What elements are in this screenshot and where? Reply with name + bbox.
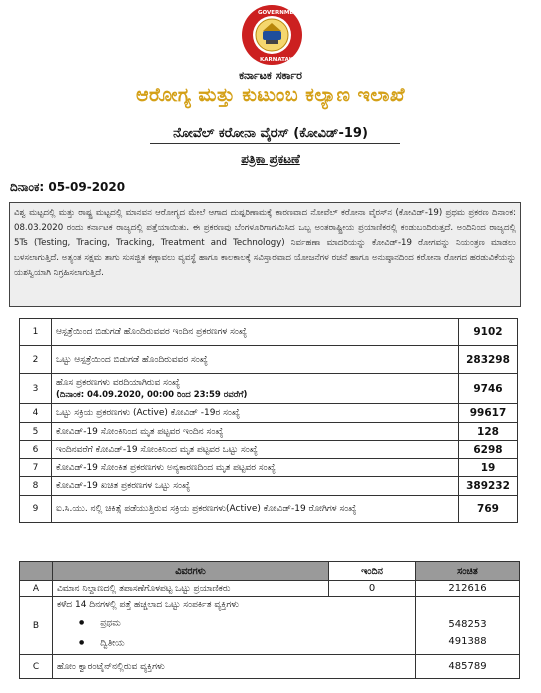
- table-row: [20, 346, 518, 374]
- row-number: 1: [20, 319, 52, 346]
- row-number: 7: [20, 459, 52, 477]
- row-letter: C: [20, 655, 53, 679]
- details-header-row: [20, 562, 520, 581]
- subject-title: ನೋವೆಲ್ ಕರೋನಾ ವೈರಸ್ (ಕೋವಿಡ್-19): [173, 126, 368, 141]
- press-release-heading: ಪತ್ರಿಕಾ ಪ್ರಕಟಣೆ: [241, 152, 300, 166]
- row-subnote: (ದಿನಾಂಕ: 04.09.2020, 00:00 ರಿಂದ 23:59 ರವರೆಗೆ): [56, 389, 248, 400]
- header-blank-cell: [20, 562, 53, 581]
- row-letter: A: [20, 581, 53, 597]
- row-label: ಕೋವಿಡ್-19 ಸೋಂಕಿತ ಪ್ರಕರಣಗಳು ಅನ್ಯಕಾರಣದಿಂದ ಮೃತ ಪಟ್ಟವರ ಸಂಖ್ಯೆ: [52, 459, 459, 477]
- table-row: [20, 655, 520, 679]
- row-value: 9102: [459, 319, 518, 346]
- row-label: ಕೋವಿಡ್-19 ಖಚಿತ ಪ್ರಕರಣಗಳ ಒಟ್ಟು ಸಂಖ್ಯೆ: [52, 477, 459, 496]
- row-today: 0: [329, 581, 416, 597]
- table-row: [20, 374, 518, 404]
- row-number: 9: [20, 496, 52, 523]
- secondary-contacts-label: ● ದ್ವಿತೀಯ: [57, 636, 411, 651]
- table-row: [20, 581, 520, 597]
- header-cumulative: ಸಂಚಿತ: [416, 562, 520, 581]
- table-row: [20, 441, 518, 459]
- header-today: ಇಂದಿನ: [329, 562, 416, 581]
- intro-paragraph: ವಿಶ್ವ ಮಟ್ಟದಲ್ಲಿ ಮತ್ತು ರಾಷ್ಟ್ರ ಮಟ್ಟದಲ್ಲಿ ಮಾನವನ ಆರೋಗ್ಯದ ಮೇಲೆ ಆಗಾದ ದುಷ್ಪರಿಣಾಮಕ್ಕೆ ಕಾರಣವಾದ ನೋವೆಲ್ ಕರೋನಾ ವೈರಸ್‌ನ (ಕೋವಿಡ್-19) ಪ್ರಥಮ ಪ್ರಕರಣ ದಿನಾಂಕ: 08.03.2020 ರಂದು ಕರ್ನಾಟಕ ರಾಜ್ಯದಲ್ಲಿ ಪತ್ತೆಯಾಯಿತು. ಈ ಪ್ರಕರಣವು ಬೆಂಗಳೂರಿಗಾಗಮಿಸಿದ ಒಬ್ಬ ಅಂತರಾಷ್ಟ್ರೀಯ ಪ್ರಯಾಣಿಕರಲ್ಲಿ ಕಂಡುಬಂದಿರುತ್ತದೆ. ಅಂದಿನಿಂದ ರಾಜ್ಯದಲ್ಲಿ 5Ts (Testing, Tracing, Tracking, Treatment and Technology) ನಿರ್ವಹಣಾ ಮಾದರಿಯನ್ನು ಕೋವಿಡ್-19 ರೋಗವನ್ನು ನಿಯಂತ್ರಣ ಮಾಡಲು ಬಳಸಲಾಗುತ್ತಿದೆ. ಅತ್ಯಂತ ಸಕ್ಷಮ ತಾಗು ಸುಸಜ್ಜಿತ ಕಣ್ಗಾವಲು ವ್ಯವಸ್ಥೆ ಹಾಗೂ ಕಾಲಕಾಲಕ್ಕೆ ಸವಿಸ್ತಾರವಾದ ಯೋಜನೆಗಳ ರಚನೆ ಹಾಗೂ ಅನುಷ್ಠಾನದಿಂದ ಕರೋನಾ ರೋಗದ ಹರಡುವಿಕೆಯನ್ನು ಯಶಸ್ವಿಯಾಗಿ ನಿಗ್ರಹಿಸಲಾಗುತ್ತಿದೆ.: [9, 202, 521, 307]
- row-number: 8: [20, 477, 52, 496]
- secondary-contacts-total: 491388: [448, 635, 487, 647]
- row-label: ವಿಮಾನ ನಿಲ್ದಾಣದಲ್ಲಿ ತಪಾಸಣೆಗೊಳಪಟ್ಟ ಒಟ್ಟು ಪ್ರಯಾಣಿಕರು: [53, 581, 329, 597]
- government-name: ಕರ್ನಾಟಕ ಸರ್ಕಾರ: [239, 69, 302, 82]
- statistics-table: [19, 318, 518, 523]
- row-label: ಐ.ಸಿ.ಯು. ನಲ್ಲಿ ಚಿಕಿತ್ಸೆ ಪಡೆಯುತ್ತಿರುವ ಸಕ್ರಿಯ ಪ್ರಕರಣಗಳು(Active) ಕೋವಿಡ್-19 ರೋಗಿಗಳ ಸಂಖ್ಯೆ: [52, 496, 459, 523]
- table-row: [20, 496, 518, 523]
- subject-divider: [150, 143, 400, 144]
- row-label: ಒಟ್ಟು ಸಕ್ರಿಯ ಪ್ರಕರಣಗಳು (Active) ಕೋವಿಡ್ -19ರ ಸಂಖ್ಯೆ: [52, 404, 459, 423]
- row-total: 212616: [416, 581, 520, 597]
- row-value: 19: [459, 459, 518, 477]
- row-total: 485789: [416, 655, 520, 679]
- table-row: [20, 597, 520, 655]
- row-label-text: ಹೊಸ ಪ್ರಕರಣಗಳು ವರದಿಯಾಗಿರುವ ಸಂಖ್ಯೆ: [56, 377, 181, 388]
- svg-text:GOVERNMENT: GOVERNMENT: [258, 10, 302, 16]
- row-value: 99617: [459, 404, 518, 423]
- table-row: [20, 404, 518, 423]
- row-value: 9746: [459, 374, 518, 404]
- row-number: 2: [20, 346, 52, 374]
- row-label: ಒಟ್ಟು ಆಸ್ಪತ್ರೆಯಿಂದ ಬಿಡುಗಡೆ ಹೊಂದಿರುವವರ ಸಂಖ್ಯೆ: [52, 346, 459, 374]
- row-value: 6298: [459, 441, 518, 459]
- svg-text:KARNATAKA: KARNATAKA: [260, 57, 298, 63]
- table-row: [20, 459, 518, 477]
- header-details: ವಿವರಗಳು: [53, 562, 329, 581]
- row-value: 389232: [459, 477, 518, 496]
- row-label: ಹೋಂ ಕ್ವಾರಂಟೈನ್‌ನಲ್ಲಿರುವ ವ್ಯಕ್ತಿಗಳು: [53, 655, 416, 679]
- table-row: [20, 319, 518, 346]
- row-number: 6: [20, 441, 52, 459]
- department-title: ಆರೋಗ್ಯ ಮತ್ತು ಕುಟುಂಬ ಕಲ್ಯಾಣ ಇಲಾಖೆ: [135, 84, 406, 106]
- row-number: 5: [20, 423, 52, 441]
- primary-contacts-label: ● ಪ್ರಥಮ: [57, 616, 411, 631]
- row-letter: B: [20, 597, 53, 655]
- row-value: 283298: [459, 346, 518, 374]
- details-table: [19, 561, 520, 679]
- row-label-text: ಕಳೆದ 14 ದಿನಗಳಲ್ಲಿ ಪತ್ತೆ ಹಚ್ಚಲಾದ ಒಟ್ಟು ಸಂಪರ್ಕಿತ ವ್ಯಕ್ತಿಗಳು: [57, 600, 239, 610]
- table-row: [20, 423, 518, 441]
- release-date: ದಿನಾಂಕ: 05-09-2020: [10, 180, 126, 194]
- row-total: [416, 597, 520, 655]
- row-label: ಆಸ್ಪತ್ರೆಯಿಂದ ಬಿಡುಗಡೆ ಹೊಂದಿರುವವರ ಇಂದಿನ ಪ್ರಕರಣಗಳ ಸಂಖ್ಯೆ: [52, 319, 459, 346]
- row-number: 4: [20, 404, 52, 423]
- row-label: ಇಂದಿನವರೆಗೆ ಕೋವಿಡ್-19 ಸೋಂಕಿನಿಂದ ಮೃತ ಪಟ್ಟವರ ಒಟ್ಟು ಸಂಖ್ಯೆ: [52, 441, 459, 459]
- row-label: ಕೋವಿಡ್-19 ಸೋಂಕಿನಿಂದ ಮೃತ ಪಟ್ಟವರ ಇಂದಿನ ಸಂಖ್ಯೆ: [52, 423, 459, 441]
- row-label: [52, 374, 459, 404]
- row-value: 769: [459, 496, 518, 523]
- row-number: 3: [20, 374, 52, 404]
- row-label: [53, 597, 416, 655]
- karnataka-government-seal: [241, 4, 303, 66]
- table-row: [20, 477, 518, 496]
- primary-contacts-total: 548253: [448, 618, 487, 630]
- row-value: 128: [459, 423, 518, 441]
